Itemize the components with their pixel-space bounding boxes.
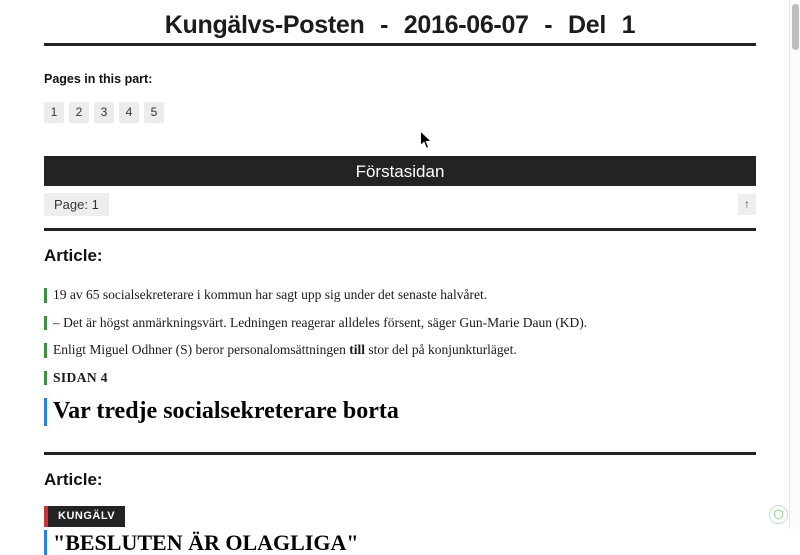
page-number-badge: Page: 1 [44,193,109,216]
teaser-text: Enligt Miguel Odhner (S) beror personalomsättningen [53,342,350,358]
article-section-1 [44,228,756,426]
scrollbar-thumb[interactable] [792,4,799,50]
scroll-top-button[interactable] [738,194,756,215]
page-header [44,0,756,46]
teaser-bold-word: till [349,342,365,358]
teaser-page-ref: SIDAN 4 [44,371,756,386]
teaser-line: – Det är högst anmärkningsvärt. Ledningen reagerar alldeles försent, säger Gun-Marie Daun (KD). [44,316,756,331]
topic-badge: KUNGÄLV [44,506,125,527]
teaser-line [44,343,756,358]
pages-label: Pages in this part: [44,72,153,86]
page-button-3[interactable]: 3 [94,102,114,123]
teaser-text: stor del på konjunkturläget. [364,342,517,358]
article-heading: Article: [44,246,103,265]
page-buttons [44,102,756,123]
page-button-1[interactable]: 1 [44,102,64,123]
page-button-4[interactable]: 4 [119,102,139,123]
article-heading: Article: [44,469,103,489]
article-headline: "BESLUTEN ÄR OLAGLIGA" [44,530,756,555]
extension-badge-icon[interactable] [769,505,788,524]
teaser-line: 19 av 65 socialsekreterare i kommun har sagt upp sig under det senaste halvåret. [44,288,756,303]
scrollbar-track[interactable] [789,0,800,529]
page-row [44,193,756,216]
page-title: Kungälvs-Posten - 2016-06-07 - Del 1 [164,11,636,39]
article-section-2 [44,452,756,555]
article-headline: Var tredje socialsekreterare borta [44,398,756,426]
arrow-up-icon: ↑ [744,197,750,211]
teaser-list [44,288,756,385]
section-banner: Förstasidan [44,156,756,186]
page-button-5[interactable]: 5 [144,102,164,123]
page-container [44,0,756,555]
page-button-2[interactable]: 2 [69,102,89,123]
